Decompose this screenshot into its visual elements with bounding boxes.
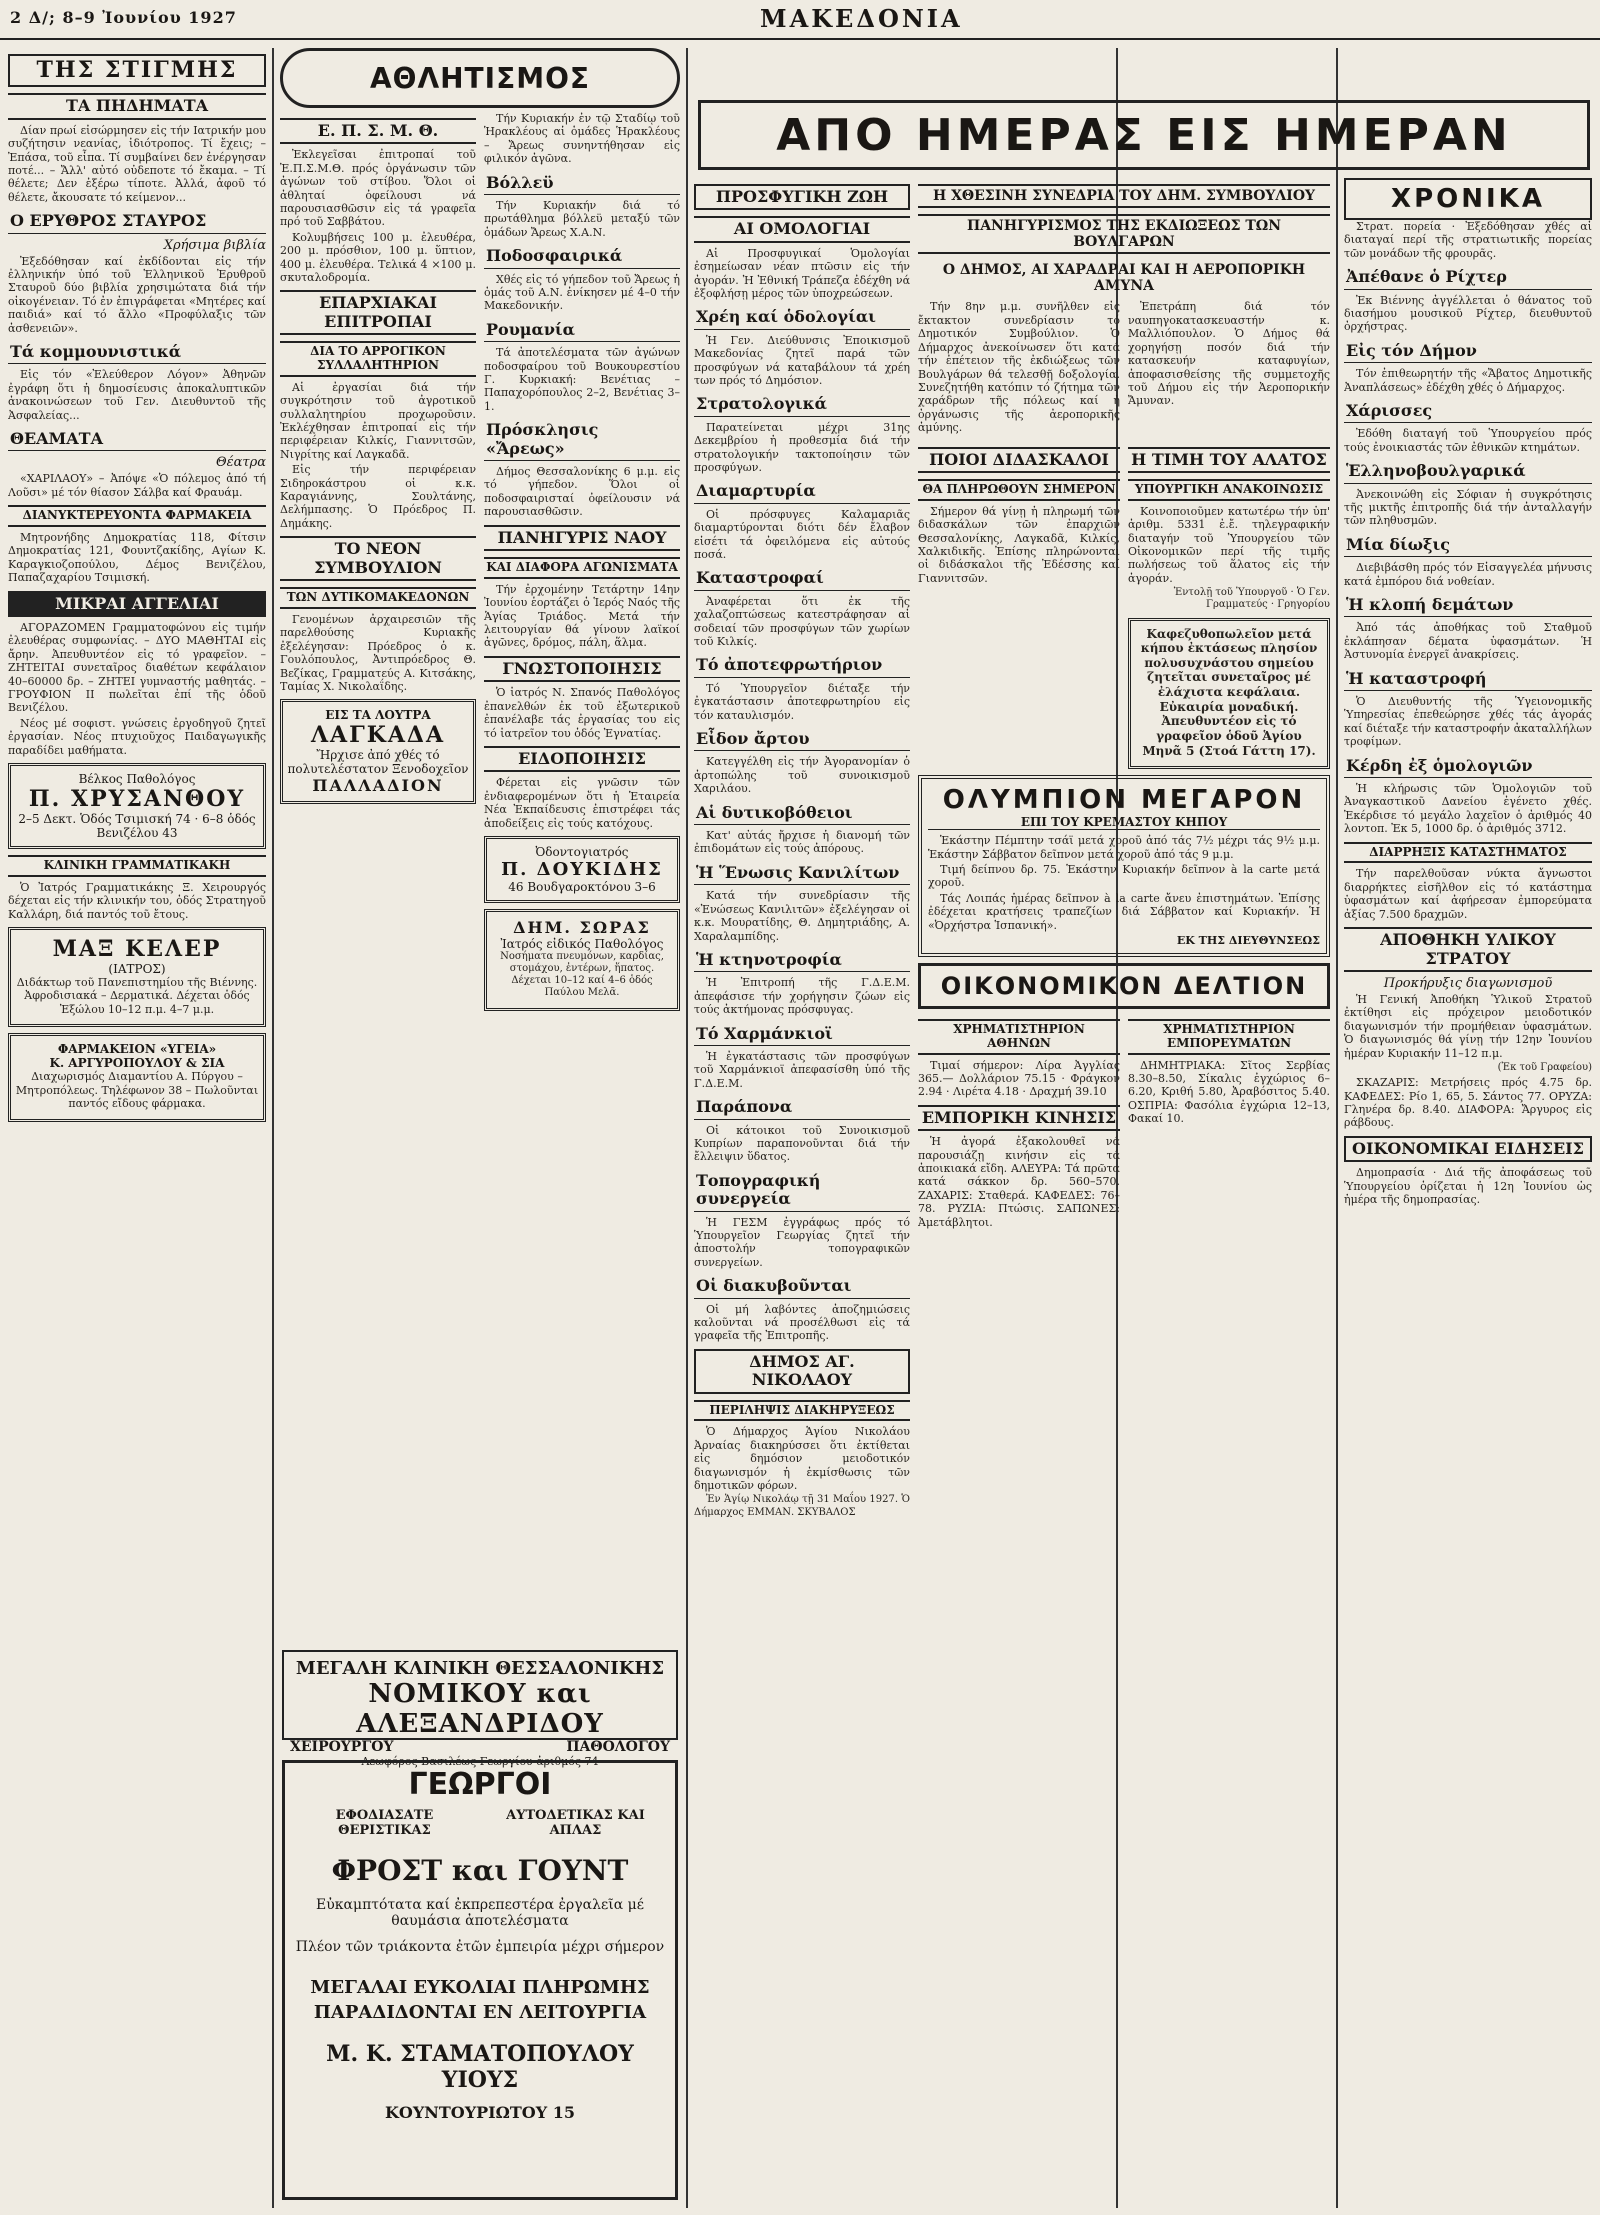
headline: Στρατολογικά	[694, 393, 910, 416]
headline: Διαμαρτυρία	[694, 480, 910, 503]
headline: ΜΙΚΡΑΙ ΑΓΓΕΛΙΑΙ	[8, 591, 266, 617]
article-text: Τιμαί σήμερον: Λίρα Ἀγγλίας 365.— Δολλάριον 75.15 · Φράγκον 2.94 · Λιρέτα 4.18 · Δραχμή 39.10	[918, 1058, 1120, 1099]
ad-line: ΠΑΡΑΔΙΔΟΝΤΑΙ ΕΝ ΛΕΙΤΟΥΡΓΙΑ	[313, 2002, 647, 2023]
column-rule	[1336, 48, 1338, 2208]
article-text: Τό Ὑπουργεῖον διέταξε τήν ἐγκατάστασιν ἀποτεφρωτηρίου εἰς τόν καταυλισμόν.	[694, 681, 910, 722]
headline: Τό ἀποτεφρωτήριον	[694, 654, 910, 677]
article-text: Σήμερον θά γίνῃ ἡ πληρωμή τῶν διδασκάλων τῶν ἐπαρχιῶν Θεσσαλονίκης, Λαγκαδᾶ, Κιλκίς, Χαλκιδικῆς. Ἐπίσης πληρώνονται οἱ διδάσκαλοι τῆς Ἐδέσσης καί Γιαννιτσῶν.	[918, 504, 1120, 585]
headline: Μία δίωξις	[1344, 534, 1592, 557]
ad-text: Διδάκτωρ τοῦ Πανεπιστημίου τῆς Βιέννης. Ἀφροδισιακά – Δερματικά. Δέχεται ὁδός Ἐξώλου 10–12 π.μ. 4–7 μ.μ.	[16, 976, 258, 1016]
clinic-title: ΜΕΓΑΛΗ ΚΛΙΝΙΚΗ ΘΕΣΣΑΛΟΝΙΚΗΣ	[295, 1658, 665, 1679]
article-text: Τήν ἐρχομένην Τετάρτην 14ην Ἰουνίου ἑορτάζει ὁ Ἱερός Ναός τῆς Ἁγίας Τριάδος. Μετά τήν λειτουργίαν θά γίνουν λαϊκοί ἀγῶνες, δρόμος, πάλη, ἅλμα.	[484, 582, 680, 650]
article-text: Ἡ κλήρωσις τῶν Ὁμολογιῶν τοῦ Ἀναγκαστικοῦ Δανείου ἐγένετο χθές. Ἐκέρδισε τό μεγάλο λαχεῖον ὁ ἀριθμός 40 λοντοπ. Ἐκ 5, 1000 δρ. ὁ ἀριθμός 3712.	[1344, 782, 1592, 836]
ad-text: Ἑκάστην Πέμπτην τσάϊ μετά χοροῦ ἀπό τάς 7½ μέχρι τάς 9½ μ.μ. Ἑκάστην Σάββατον δεῖπνον μετά χοροῦ ἀπό τάς 9 μ.μ.	[928, 834, 1320, 861]
ad-company: Μ. Κ. ΣΤΑΜΑΤΟΠΟΥΛΟΥ ΥΙΟΥΣ	[326, 2041, 634, 2093]
headline: Παράπονα	[694, 1096, 910, 1119]
article-text: Αἱ Προσφυγικαί Ὁμολογίαι ἐσημείωσαν νέαν πτῶσιν εἰς τήν ἀγοράν. Ἡ Ἐθνική Τράπεζα ἐδέχθη νά ἐξοφλήσῃ μέρος τῶν ὑποχρεώσεων.	[694, 246, 910, 300]
article-text: Εἰς τόν «Ἐλεύθερον Λόγον» Ἀθηνῶν ἐγράφη ὅτι ἡ δημοσίευσις ἀποκαλυπτικῶν ἀνακοινώσεων τοῦ Γεν. Διευθυντοῦ τῆς Ἀσφαλείας...	[8, 368, 266, 422]
ad-line: 46 Βουδγαροκτόνου 3–6	[508, 879, 656, 894]
article-text: Φέρεται εἰς γνῶσιν τῶν ἐνδιαφερομένων ὅτι ἡ Ἑταιρεία Νέα Ἐκπαίδευσις ἐπιστρέφει τάς ἀποδείξεις εἰς τούς κατόχους.	[484, 776, 680, 830]
clinic-specialty: ΠΑΘΟΛΟΓΟΥ	[566, 1739, 670, 1755]
article-text: Ἀναφέρεται ὅτι ἐκ τῆς χαλαζοπτώσεως κατεστράφησαν αἱ σοδειαί τῶν προσφύγων τῶν χωρίων τοῦ Κιλκίς.	[694, 594, 910, 649]
headline: ΤΟ ΝΕΟΝ ΣΥΜΒΟΥΛΙΟΝ	[280, 536, 476, 581]
cafe-ad	[1128, 618, 1330, 770]
ad-address: ΚΟΥΝΤΟΥΡΙΩΤΟΥ 15	[384, 2103, 575, 2122]
ad-name: Κ. ΑΡΓΥΡΟΠΟΥΛΟΥ & ΣΙΑ	[49, 1056, 225, 1071]
ad-name: ΠΑΛΛΑΔΙΟΝ	[312, 776, 444, 796]
economic-bulletin-title: ΟΙΚΟΝΟΜΙΚΟΝ ΔΕΛΤΙΟΝ	[918, 963, 1330, 1009]
headline: Πρόσκλησις «Ἄρεως»	[484, 419, 680, 461]
ad-line: Ἰατρός εἰδικός Παθολόγος	[500, 936, 664, 951]
article-text: Κοινοποιοῦμεν κατωτέρω τήν ὑπ' ἀριθμ. 5331 ἐ.ἔ. τηλεγραφικήν διαταγήν τοῦ Ὑπουργείου τῶν Οἰκονομικῶν περί τῆς τιμῆς πωλήσεως τοῦ ἅλατος εἰς τήν ἀγοράν.	[1128, 504, 1330, 585]
article-text: Κατεγγέλθη εἰς τήν Ἀγορανομίαν ὁ ἀρτοπώλης τοῦ συνοικισμοῦ Χαριλάου.	[694, 755, 910, 796]
ad-name: Π. ΧΡΥΣΑΝΘΟΥ	[28, 786, 246, 813]
ad-text: Τάς Λοιπάς ἡμέρας δεῖπνον à la carte ἄνευ ἐπιστημάτων. Ἐπίσης ἐδέχεται κρατήσεις τραπεζίων διά Σάββατον καί Κυριακήν. Ἡ «Ὀρχήστρα Ἱσπανική».	[928, 891, 1320, 932]
ad-subline-left: ΕΦΟΔΙΑΣΑΤΕ ΘΕΡΙΣΤΙΚΑΣ	[335, 1808, 434, 1838]
subheadline: ΤΩΝ ΔΥΤΙΚΟΜΑΚΕΔΟΝΩΝ	[280, 587, 476, 609]
article-text: Ἡ Γενική Ἀποθήκη Ὑλικοῦ Στρατοῦ ἐκτίθησι εἰς πρόχειρον μειοδοτικόν διαγωνισμόν τήν προμήθειαν ὑφασμάτων. Ὁ διαγωνισμός θά γίνῃ τήν 12ην Ἰουνίου ἡμέραν Κυριακήν 11–12 π.μ.	[1344, 992, 1592, 1060]
article-text: Ἀνεκοινώθη εἰς Σόφιαν ἡ συγκρότησις τῆς μικτῆς ἐπιτροπῆς διά τήν ἀνταλλαγήν τῶν πληθυσμῶν.	[1344, 487, 1592, 528]
article-text: Παρατείνεται μέχρι 31ης Δεκεμβρίου ἡ προθεσμία διά τήν στρατολογικήν τακτοποίησιν τῶν προσφύγων.	[694, 420, 910, 475]
headline: Ο ΕΡΥΘΡΟΣ ΣΤΑΥΡΟΣ	[8, 210, 266, 233]
article-text: Ἐπετράπη διά τόν ναυπηγοκατασκευαστήν κ. Μαλλιόπουλον. Ὁ Δήμος θά χορηγήσῃ ποσόν διά τήν κατασκευήν καταφυγίων, ἀποφασισθείσης τῆς συμμετοχῆς τοῦ Δήμου εἰς τήν Ἀεροπορικήν Ἄμυναν.	[1128, 300, 1330, 408]
subcolumn-left	[918, 441, 1120, 776]
ad-line: Εὐκαμπτότατα καί ἐκπρεπεστέρα ἐργαλεῖα μέ θαυμάσια ἀποτελέσματα	[316, 1897, 644, 1929]
article-text: Στρατ. πορεία · Ἐξεδόθησαν χθές αἱ διαταγαί περί τῆς στρατιωτικῆς πορείας τῶν μονάδων τῆς φρουρᾶς.	[1344, 220, 1592, 260]
headline: ΕΠΑΡΧΙΑΚΑΙ ΕΠΙΤΡΟΠΑΙ	[280, 290, 476, 335]
ad-headline: ΟΛΥΜΠΙΟΝ ΜΕΓΑΡΟΝ	[942, 785, 1306, 816]
article-text: Ἡ Ἐπιτροπή τῆς Γ.Δ.Ε.Μ. ἀπεφάσισε τήν χορήγησιν ζώων εἰς τούς ἀκτήμονας πρόσφυγας.	[694, 976, 910, 1017]
subheadline: Χρήσιμα βιβλία	[163, 237, 266, 253]
headline: Τοπογραφική συνεργεία	[694, 1170, 910, 1212]
headline: ΕΜΠΟΡΙΚΗ ΚΙΝΗΣΙΣ	[918, 1105, 1120, 1131]
article-text: Οἱ κάτοικοι τοῦ Συνοικισμοῦ Κυπρίων παραπονοῦνται διά τήν ἔλλειψιν ὕδατος.	[694, 1123, 910, 1164]
headline: Ποδοσφαιρικά	[484, 245, 680, 268]
ad-line: Ἤρχισε ἀπό χθές τό πολυτελέστατον Ξενοδοχεῖον	[287, 748, 469, 777]
subheadline: ΤΑ ΠΗΔΗΜΑΤΑ	[8, 93, 266, 119]
section-banner: ΑΠΟ ΗΜΕΡΑΣ ΕΙΣ ΗΜΕΡΑΝ	[698, 100, 1590, 170]
article-text: Ἀπό τάς ἀποθήκας τοῦ Σταθμοῦ ἐκλάπησαν δέματα ὑφασμάτων. Ἡ Ἀστυνομία ἐνεργεῖ ἀνακρίσεις.	[1344, 621, 1592, 662]
ad-brand: ΦΡΟΣΤ και ΓΟΥΝΤ	[331, 1854, 629, 1887]
headline: Εἶδον ἄρτου	[694, 728, 910, 751]
headline: ΔΙΑΡΡΗΞΙΣ ΚΑΤΑΣΤΗΜΑΤΟΣ	[1344, 842, 1592, 864]
article-text: Ἡ ἀγορά ἐξακολουθεῖ νά παρουσιάζῃ κινήσιν εἰς τά ἀποικιακά εἴδη. ΑΛΕΥΡΑ: Τά πρῶτα κατά σάκκον δρ. 560–570. ΖΑΧΑΡΙΣ: Σταθερά. ΚΑΦΕΔΕΣ: 76–78. ΡΥΖΙΑ: Πτώσις. ΣΑΠΩΝΕΣ: Ἀμετάβλητοι.	[918, 1135, 1120, 1229]
article-text: Τήν 8ην μ.μ. συνῆλθεν εἰς ἔκτακτον συνεδρίασιν τό Δημοτικόν Συμβούλιον. Ὁ Δήμαρχος ἀνεκοίνωσεν ὅτι κατά τήν ἐπέτειον τῆς ἐκδιώξεως τῶν Βουλγάρων θά τελεσθῇ δοξολογία. Συνεζητήθη κατόπιν τό ζήτημα τῶν χαράδρων τῆς πόλεως καί ἡ ὀργάνωσις τῆς ἀεροπορικῆς ἀμύνης.	[918, 300, 1120, 435]
ad-text: Νοσήματα πνευμόνων, καρδίας, στομάχου, ἐντέρων, ἥπατος. Δέχεται 10–12 καί 4–6 ὁδός Παύλου Μελᾶ.	[500, 950, 664, 999]
headline: ΠΑΝΗΓΥΡΙΣΜΟΣ ΤΗΣ ΕΚΔΙΩΞΕΩΣ ΤΩΝ ΒΟΥΛΓΑΡΩΝ	[918, 214, 1330, 254]
ad-subline: ΕΠΙ ΤΟΥ ΚΡΕΜΑΣΤΟΥ ΚΗΠΟΥ	[928, 815, 1320, 830]
doctor-ad	[484, 909, 680, 1011]
headline: Οἱ διακυβοῦνται	[694, 1275, 910, 1298]
article-text: Ἐδόθη διαταγή τοῦ Ὑπουργείου πρός τούς ἐνοικιαστάς τῶν ἐθνικῶν κτημάτων.	[1344, 427, 1592, 454]
article-text: Χθές εἰς τό γήπεδον τοῦ Ἄρεως ἡ ὁμάς τοῦ Α.Ν. ἐνίκησεν μέ 4–0 τήν Μακεδονικήν.	[484, 272, 680, 313]
article-text: Ἡ Γεν. Διεύθυνσις Ἐποικισμοῦ Μακεδονίας ζητεῖ παρά τῶν προσφύγων νά καταβάλουν τά χρέη των πρός τό Δημόσιον.	[694, 333, 910, 388]
issue-date: 2 Δ/; 8–9 Ἰουνίου 1927	[10, 8, 237, 27]
spa-ad	[280, 699, 476, 804]
headline: ΑΠΟΘΗΚΗ ΥΛΙΚΟΥ ΣΤΡΑΤΟΥ	[1344, 927, 1592, 972]
headline: Χάρισσες	[1344, 400, 1592, 423]
column-2	[280, 48, 680, 1198]
article-text: Δήμος Θεσσαλονίκης 6 μ.μ. εἰς τό γήπεδον. Ὅλοι οἱ ποδοσφαιρισταί ὀφείλουσιν νά παρουσιασθῶσιν.	[484, 465, 680, 519]
headline: ΚΛΙΝΙΚΗ ΓΡΑΜΜΑΤΙΚΑΚΗ	[8, 855, 266, 877]
subheadline: Ο ΔΗΜΟΣ, ΑΙ ΧΑΡΑΔΡΑΙ ΚΑΙ Η ΑΕΡΟΠΟΡΙΚΗ ΑΜΥΝΑ	[942, 262, 1306, 295]
ad-name: Π. ΔΟΥΚΙΔΗΣ	[501, 858, 663, 880]
olympion-ad	[918, 775, 1330, 957]
clinic-specialties	[290, 1739, 670, 1755]
article-text: Τόν ἐπιθεωρητήν τῆς «Ἄβατος Δημοτικῆς Ἀναπλάσεως» ἐδέχθη χθές ὁ Δήμαρχος.	[1344, 367, 1592, 394]
ad-line: Ὀδοντογιατρός	[535, 844, 629, 859]
headline: Βόλλεϋ	[484, 172, 680, 195]
headline: Ἡ κλοπή δεμάτων	[1344, 594, 1592, 617]
ad-line: 2–5 Δεκτ. Ὁδός Τσιμισκή 74 · 6–8 ὁδός Βενιζέλου 43	[18, 812, 256, 841]
ad-headline: ΓΕΩΡΓΟΙ	[408, 1767, 552, 1802]
article-text: Κατ' αὐτάς ἤρχισε ἡ διανομή τῶν ἐπιδομάτων εἰς τούς ἀπόρους.	[694, 829, 910, 856]
ad-line: ΜΕΓΑΛΑΙ ΕΥΚΟΛΙΑΙ ΠΛΗΡΩΜΗΣ	[310, 1977, 650, 1998]
subcolumn-right	[484, 112, 680, 1017]
article-signature: Ἐν Ἁγίῳ Νικολάῳ τῇ 31 Μαΐου 1927. Ὁ Δήμαρχος ΕΜΜΑΝ. ΣΚΥΒΑΛΟΣ	[694, 1494, 910, 1518]
article-text: Τήν Κυριακήν διά τό πρωτάθλημα βόλλεϋ μεταξύ τῶν ὁμάδων Ἄρεως Χ.Α.Ν.	[484, 199, 680, 239]
farmers-ad	[282, 1760, 678, 2200]
article-signature: (Ἐκ τοῦ Γραφείου)	[1497, 1061, 1592, 1073]
article-text: Δημοπρασία · Διά τῆς ἀποφάσεως τοῦ Ὑπουργείου ὁρίζεται ἡ 12η Ἰουνίου ὡς ἡμέρα τῆς δημοπρασίας.	[1344, 1166, 1592, 1206]
subheadline: ΑΙ ΟΜΟΛΟΓΙΑΙ	[694, 216, 910, 242]
ad-name: ΜΑΞ ΚΕΛΕΡ	[52, 936, 222, 963]
article-text: Γενομένων ἀρχαιρεσιῶν τῆς παρελθούσης Κυριακῆς ἐξελέγησαν: Πρόεδρος ὁ κ. Γουλόπουλος, Ἀντιπρόεδρος Θ. Βεζίκας, Γραμματεύς Α. Κιτσάκης, Ταμίας Χ. Νικολαΐδης.	[280, 612, 476, 693]
clinic-ad	[282, 1650, 678, 1768]
article-text: Ὁ Δήμαρχος Ἁγίου Νικολάου Ἀρναίας διακηρύσσει ὅτι ἐκτίθεται εἰς δημόσιον μειοδοτικόν διαγωνισμόν ἡ ἐκμίσθωσις τῶν δημοτικῶν φόρων.	[694, 1425, 910, 1492]
headline: Ἡ Ἕνωσις Κανιλίτων	[694, 862, 910, 885]
article-text: Δίαν πρωί εἰσώρμησεν εἰς τήν Ιατρικήν μου συζήτησιν νεανίας, ἰδιότροπος. Τί ἔχεις; – Ἐπάσα, τοῦ εἶπα. Τί συμβαίνει δεν ἐνέργησαν ποτέ... – Ἄλλ' αὐτό οὐδεποτε τό ἔκαμα. – Τί θέλετε; Δεν ἐξέρω τίποτε. Ἀλλά, ἀφοῦ τό θέλετε, ἄκουσατε τό κείμενον...	[8, 123, 266, 204]
subheadline: ΠΕΡΙΛΗΨΙΣ ΔΙΑΚΗΡΥΞΕΩΣ	[694, 1400, 910, 1422]
headline: Η ΧΘΕΣΙΝΗ ΣΥΝΕΔΡΙΑ ΤΟΥ ΔΗΜ. ΣΥΜΒΟΥΛΙΟΥ	[918, 184, 1330, 208]
ad-subline-right: ΑΥΤΟΔΕΤΙΚΑΣ ΚΑΙ ΑΠΛΑΣ	[506, 1808, 645, 1838]
article-text: Μητρονήδης Δημοκρατίας 118, Φίτσιν Δημοκρατίας 121, Φουντζακίδης, Αγίων Κ. Καραγκιοζοπούλου, Δέμος Βενιζέλου, Παπαζαχαρίου Τσιμισκή.	[8, 530, 266, 585]
article-text: Τά ἀποτελέσματα τῶν ἀγώνων ποδοσφαίρου τοῦ Βουκουρεστίου Γ. Κυρκιακή: Βενέτιας – Παπαχορόπουλος 2–2, Βενέτιας 3–1.	[484, 346, 680, 413]
article-text: ΔΗΜΗΤΡΙΑΚΑ: Σῖτος Σερβίας 8.30–8.50, Σίκαλις ἐγχώριος 6–6.20, Κριθή 5.80, Ἀραβόσιτος 5.40. ΟΣΠΡΙΑ: Φασόλια ἐγχώρια 12–13, Φακαί 10.	[1128, 1058, 1330, 1126]
headline: Αἱ δυτικοβόθειοι	[694, 802, 910, 825]
subheadline: Θέατρα	[215, 455, 266, 471]
column-1	[8, 48, 266, 2208]
subcolumn-right	[1128, 441, 1330, 776]
article-signature: Ἐντολῇ τοῦ Ὑπουργοῦ · Ὁ Γεν. Γραμματεύς · Γρηγορίου	[1173, 587, 1330, 611]
ad-text: Διαχωρισμός Διαμαντίου Α. Πύργου – Μητροπόλεως. Τηλέφωνον 38 – Πωλοῦνται παντός εἴδους φάρμακα.	[15, 1070, 259, 1111]
ad-line: ΕΙΣ ΤΑ ΛΟΥΤΡΑ	[325, 708, 431, 723]
subcolumn-left	[280, 112, 476, 1017]
headline: Εἰς τόν Δήμον	[1344, 340, 1592, 363]
subheadline: ΥΠΟΥΡΓΙΚΗ ΑΝΑΚΟΙΝΩΣΙΣ	[1128, 479, 1330, 501]
classifieds-text: Νέος μέ σοφιστ. γνώσεις ἐργοδηγοῦ ζητεῖ ἐργασίαν. Νέος πτυχιοῦχος Παιδαγωγικῆς παραδίδει μαθήματα.	[8, 716, 266, 757]
subheadline: Προκήρυξις διαγωνισμοῦ	[1383, 975, 1553, 991]
headline: Ἡ καταστροφή	[1344, 668, 1592, 691]
headline: Ἑλληνοβουλγαρικά	[1344, 460, 1592, 483]
subheadline: ΔΙΑ ΤΟ ΑΡΡΟΓΙΚΟΝ ΣΥΛΛΑΛΗΤΗΡΙΟΝ	[280, 341, 476, 377]
headline: Ἡ κτηνοτροφία	[694, 949, 910, 972]
article-text: Οἱ μή λαβόντες ἀποζημιώσεις καλοῦνται νά προσέλθωσι εἰς τά γραφεῖα τῆς Ἐπιτροπῆς.	[694, 1302, 910, 1343]
headline: ΠΟΙΟΙ ΔΙΔΑΣΚΑΛΟΙ	[918, 447, 1120, 473]
article-text: Αἱ ἐργασίαι διά τήν συγκρότησιν τοῦ ἀγροτικοῦ συλλαλητηρίου προχωροῦσιν. Ἐκλέχθησαν ἐπιτροπαί εἰς τήν περιφέρειαν Κιλκίς, Γιαννιτσῶν, Νιγρίτης καί Λαγκαδᾶ.	[280, 380, 476, 461]
doctor-ad	[8, 763, 266, 849]
article-text: Ἡ ΓΕΣΜ ἐγγράφως πρός τό Ὑπουργεῖον Γεωργίας ζητεῖ τήν ἀποστολήν τοπογραφικῶν συνεργείων.	[694, 1215, 910, 1269]
ad-signature: ΕΚ ΤΗΣ ΔΙΕΥΘΥΝΣΕΩΣ	[1176, 934, 1320, 947]
subcolumn-left	[918, 1013, 1120, 1231]
headline: ΘΕΑΜΑΤΑ	[8, 428, 266, 451]
subcolumn-right	[1128, 1013, 1330, 1231]
headline: ΕΙΔΟΠΟΙΗΣΙΣ	[484, 746, 680, 772]
headline: Ρουμανία	[484, 319, 680, 342]
article-text: Ἡ ἐγκατάστασις τῶν προσφύγων τοῦ Χαρμάνκιοϊ ἀπεφασίσθη ὑπό τῆς Γ.Δ.Ε.Μ.	[694, 1049, 910, 1090]
ad-subline	[289, 1808, 671, 1838]
subheadline: ΘΑ ΠΛΗΡΩΘΟΥΝ ΣΗΜΕΡΟΝ	[918, 479, 1120, 501]
ad-line: Πλέον τῶν τριάκοντα ἐτῶν ἐμπειρία μέχρι σήμερον	[295, 1939, 665, 1955]
headline: ΠΡΟΣΦΥΓΙΚΗ ΖΩΗ	[694, 184, 910, 210]
subheadline: ΚΑΙ ΔΙΑΦΟΡΑ ΑΓΩΝΙΣΜΑΤΑ	[484, 557, 680, 579]
ad-line: Βέλκος Παθολόγος	[78, 772, 196, 787]
ad-line: (ΙΑΤΡΟΣ)	[108, 962, 166, 977]
headline: Καταστροφαί	[694, 567, 910, 590]
article-text: Ἐξεδόθησαν καί ἐκδίδονται εἰς τήν ἐλληνικήν ὑπό τοῦ Ἑλληνικοῦ Ἐρυθροῦ Σταυροῦ δύο βιβλία χρησιμώτατα διά τήν οἰκογένειαν. Τό ἐν ἐπιγράφεται «Μητέρες καί παιδιά» καί τό ἄλλο «Προφύλαξις τῶν ἀσθενειῶν».	[8, 254, 266, 335]
headline: ΠΑΝΗΓΥΡΙΣ ΝΑΟΥ	[484, 525, 680, 551]
article-text: Εἰς τήν περιφέρειαν Σιδηροκάστρου οἱ κ.κ. Καραγιάννης, Σουλτάνης, Δελήμπασης. Ὁ Πρόεδρος Π. Δημάκης.	[280, 463, 476, 530]
article-text: Τήν παρελθοῦσαν νύκτα ἄγνωστοι διαρρήκτες εἰσῆλθον εἰς τό κατάστημα ὑφασμάτων καί ἀφήρεσαν ἐμπορεύματα ἀξίας 7.500 δραχμῶν.	[1344, 867, 1592, 921]
article-text: Ὁ Ἰατρός Γραμματικάκης Ξ. Χειρουργός δέχεται εἰς τήν κλινικήν του, ὁδός Στρατηγοῦ Καλλάρη, διά παντός τοῦ ἔτους.	[8, 880, 266, 921]
article-text: «ΧΑΡΙΛΑΟΥ» – Ἀπόψε «Ὁ πόλεμος ἀπό τή Λοῦσι» μέ τόν θίασον Σάλβα καί Φραυάμ.	[8, 472, 266, 499]
column-3	[694, 178, 910, 2208]
column-rule	[686, 48, 688, 2208]
athletics-logo: ΑΘΛΗΤΙΣΜΟΣ	[280, 48, 680, 108]
classifieds-text: ΑΓΟΡΑΖΟΜΕΝ Γραμματοφώνου εἰς τιμήν ἐλευθέρας συμφωνίας. – ΔΥΟ ΜΑΘΗΤΑΙ εἰς ἄρην. Ἀπευθυντέον εἰς τό γραφεῖον. – ΖΗΤΕΙΤΑΙ συνεταῖρος διαθέτων κεφάλαιον 40–60000 δρ. – ΖΗΤΕΙ γυμναστής μαθητάς. – ΓΡΟΥΦΙΟΝ ΙΙ πωλεῖται ἐπί τῆς ὁδοῦ Βενιζέλου.	[8, 620, 266, 715]
doctor-ad	[8, 927, 266, 1027]
headline: ΤΗΣ ΣΤΙΓΜΗΣ	[8, 54, 266, 87]
article-text: Ὁ ἰατρός Ν. Σπανός Παθολόγος ἐπανελθών ἐκ τοῦ ἐξωτερικοῦ ἐπανέλαβε τάς ἐργασίας του εἰς τό ἰατρεῖον του ὁδός Ἐγνατίας.	[484, 686, 680, 740]
pharmacy-ad	[8, 1033, 266, 1121]
ad-text: Τιμή δείπνου δρ. 75. Ἑκάστην Κυριακήν δεῖπνον à la carte μετά χοροῦ.	[928, 862, 1320, 890]
headline: Η ΤΙΜΗ ΤΟΥ ΑΛΑΤΟΣ	[1128, 447, 1330, 473]
headline: Κέρδη ἐξ ὁμολογιῶν	[1344, 755, 1592, 778]
column-rule	[272, 48, 274, 2208]
headline: ΧΡΗΜΑΤΙΣΤΗΡΙΟΝ ΕΜΠΟΡΕΥΜΑΤΩΝ	[1128, 1019, 1330, 1055]
column-5	[1344, 178, 1592, 2208]
article-text: Ἐκ Βιέννης ἀγγέλλεται ὁ θάνατος τοῦ διασήμου μουσικοῦ Ρίχτερ, διευθυντοῦ ὀρχήστρας.	[1344, 293, 1592, 334]
article-text: Οἱ πρόσφυγες Καλαμαριᾶς διαμαρτύρονται διότι δέν ἔλαβον εἰσέτι τά ὀφειλόμενα εἰς αὐτούς ποσά.	[694, 507, 910, 562]
article-text: Ἐκλεγεῖσαι ἐπιτροπαί τοῦ Ἐ.Π.Σ.Μ.Θ. πρός ὀργάνωσιν τῶν ἀγώνων τοῦ στίβου. Ὅλοι οἱ ἀθληταί ὀφείλουσι νά παρουσιασθῶσιν εἰς τά γραφεῖα πρό τοῦ Σαββάτου.	[280, 148, 476, 229]
ad-line: ΦΑΡΜΑΚΕΙΟΝ «ΥΓΕΙΑ»	[57, 1042, 217, 1057]
headline: Ἀπέθανε ὁ Ρίχτερ	[1344, 266, 1592, 289]
article-text: Διεβιβάσθη πρός τόν Εἰσαγγελέα μήνυσις κατά ἐμπόρου διά νοθείαν.	[1344, 561, 1592, 588]
headline: Τά κομμουνιστικά	[8, 341, 266, 364]
masthead	[0, 0, 1600, 40]
clinic-address: Λεωφόρος Βασιλέως Γεωργίου ἀριθμός 74	[361, 1755, 599, 1768]
article-text: Ὁ Διευθυντής τῆς Ὑγειονομικῆς Ὑπηρεσίας ἐπεθεώρησε χθές τάς ἀγοράς καί διέταξε τήν καταστροφήν ἀκαταλλήλων τροφίμων.	[1344, 695, 1592, 749]
headline: ΟΙΚΟΝΟΜΙΚΑΙ ΕΙΔΗΣΕΙΣ	[1344, 1136, 1592, 1162]
ad-name: ΛΑΓΚΑΔΑ	[310, 722, 446, 749]
column-4	[918, 178, 1330, 2208]
clinic-specialty: ΧΕΙΡΟΥΡΓΟΥ	[290, 1739, 394, 1755]
headline: ΔΗΜΟΣ ΑΓ. ΝΙΚΟΛΑΟΥ	[694, 1349, 910, 1394]
newspaper-title: ΜΑΚΕΔΟΝΙΑ	[760, 4, 963, 33]
ad-text: Καφεζυθοπωλεῖον μετά κήπου ἐκτάσεως πλησίον πολυσυχνάστου σημείου ζητεῖται συνεταῖρος μέ ἐλάχιστα κεφάλαια. Εὐκαιρία μοναδική. Ἀπευθυντέον εἰς τό γραφεῖον ὁδοῦ Ἁγίου Μηνᾶ 5 (Στοά Γάττη 17).	[1140, 626, 1318, 758]
headline: Ε. Π. Σ. Μ. Θ.	[280, 118, 476, 144]
ad-name: ΔΗΜ. ΣΩΡΑΣ	[513, 917, 651, 937]
headline: Χρέη καί ὁδολογίαι	[694, 306, 910, 329]
headline: ΓΝΩΣΤΟΠΟΙΗΣΙΣ	[484, 656, 680, 682]
chronicles-title: ΧΡΟΝΙΚΑ	[1344, 178, 1592, 220]
dentist-ad	[484, 836, 680, 903]
article-text: Κατά τήν συνεδρίασιν τῆς «Ἑνώσεως Κανιλιτῶν» ἐξελέγησαν οἱ κ.κ. Μουρατίδης, Θ. Δημητριάδης, Α. Χαραλαμπίδης.	[694, 889, 910, 943]
headline: ΔΙΑΝΥΚΤΕΡΕΥΟΝΤΑ ΦΑΡΜΑΚΕΙΑ	[8, 505, 266, 527]
article-text: Τήν Κυριακήν ἐν τῷ Σταδίῳ τοῦ Ἡρακλέους αἱ ὁμάδες Ἡρακλέους – Ἄρεως συνηντήθησαν εἰς φιλικόν ἀγῶνα.	[484, 112, 680, 166]
headline: Τό Χαρμάνκιοϊ	[694, 1023, 910, 1046]
clinic-doctors: ΝΟΜΙΚΟΥ και ΑΛΕΞΑΝΔΡΙΔΟΥ	[356, 1679, 604, 1739]
article-text: Κολυμβήσεις 100 μ. ἐλευθέρα, 200 μ. πρόσθιον, 100 μ. ὕπτιον, 400 μ. ἐλευθέρα. Τελικά 4 ×100 μ. σκυταλοδρομία.	[280, 230, 476, 285]
headline: ΧΡΗΜΑΤΙΣΤΗΡΙΟΝ ΑΘΗΝΩΝ	[918, 1019, 1120, 1055]
article-text: ΣΚΑΖΑΡΙΣ: Μετρήσεις πρός 4.75 δρ. ΚΑΦΕΔΕΣ: Ρίο 1, 65, 5. Σάντος 77. ΟΡΥΖΑ: Γληνέρα δρ. 8.40. ΔΙΑΦΟΡΑ: Ἄργυρος εἰς ράβδους.	[1344, 1076, 1592, 1130]
